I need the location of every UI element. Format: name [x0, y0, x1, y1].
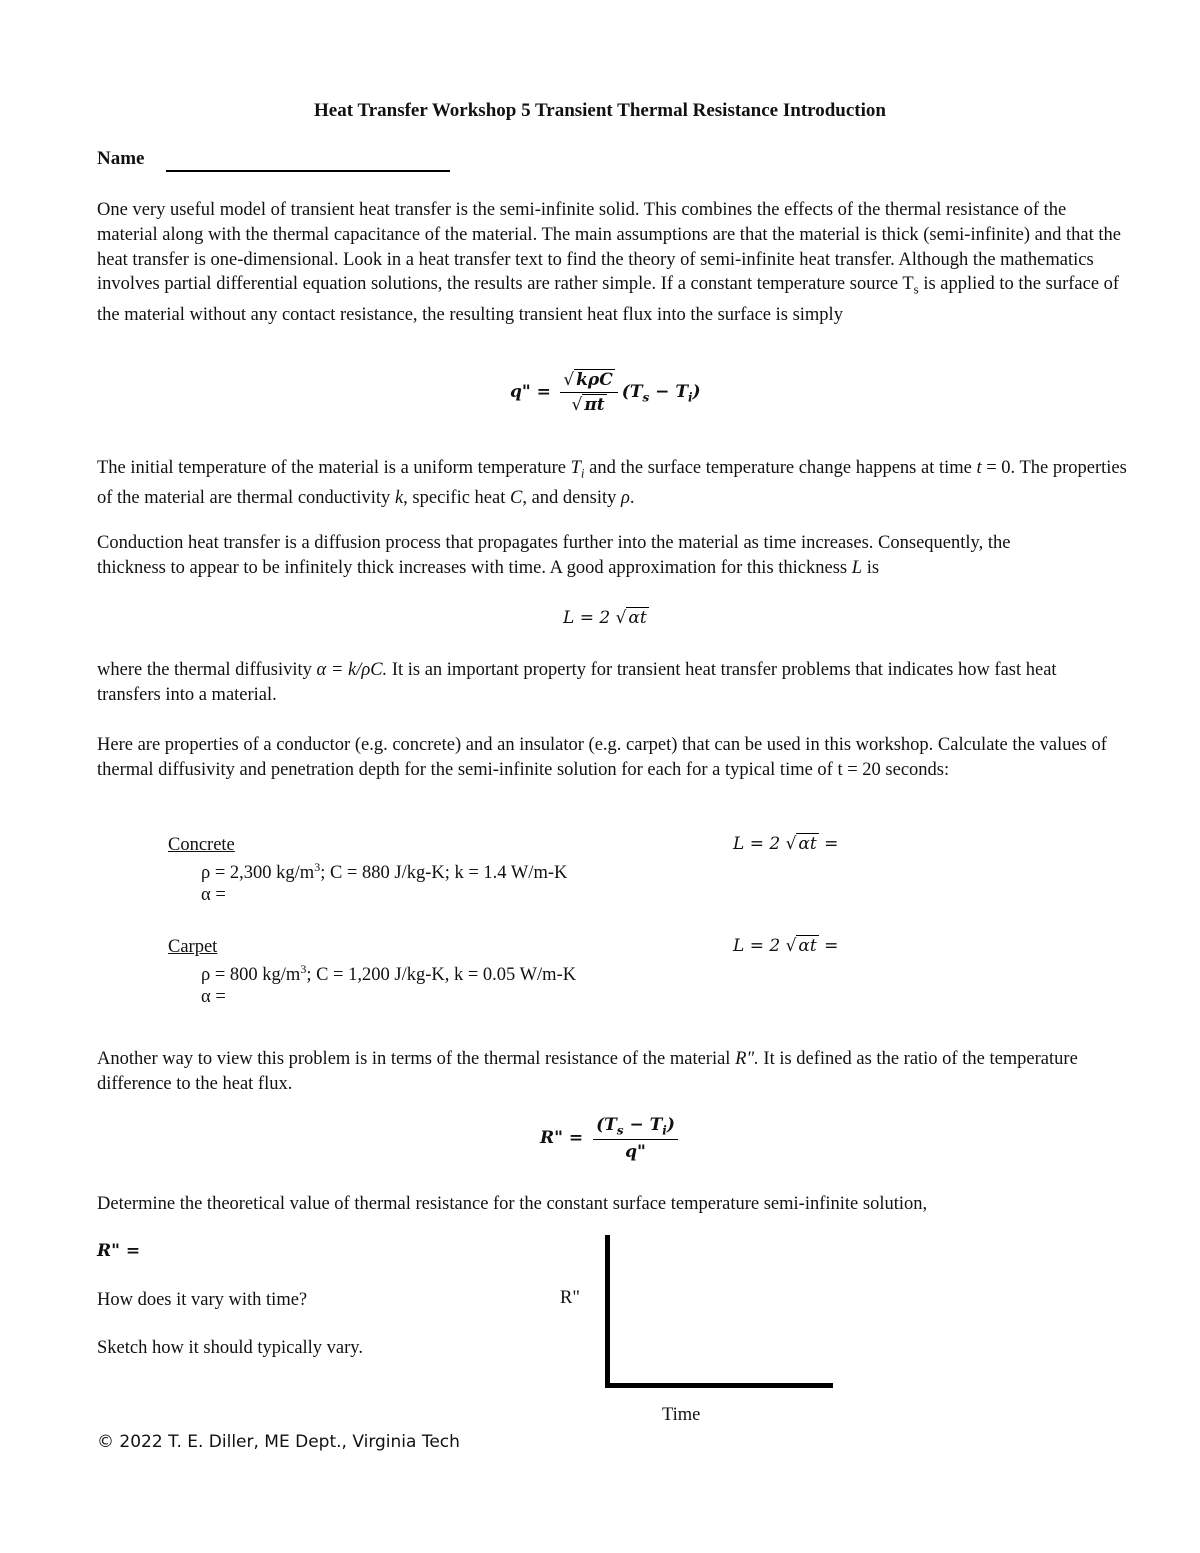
- heat-flux-equation: q" = $\frac{\text{√ kρC}}{√ \pi t}$ $(T_s - T_i)$: [510, 370, 701, 415]
- carpet-alpha-answer[interactable]: α =: [201, 987, 226, 1007]
- graph-x-label: Time: [662, 1405, 701, 1425]
- page-title: Heat Transfer Workshop 5 Transient Thermal Resistance Introduction: [314, 100, 886, 121]
- name-label: Name: [97, 148, 145, 169]
- copyright-footer: © 2022 T. E. Diller, ME Dept., Virginia Tech: [97, 1432, 460, 1452]
- initial-temperature-paragraph: The initial temperature of the material is a uniform temperature $T_i$ and the surface temperature change happens at time t = 0. The properties of the material are thermal conductivity k, specific heat C, and density ρ.: [97, 458, 1127, 509]
- carpet-L-answer[interactable]: L = 2 √ αt =: [733, 936, 839, 956]
- resistance-answer-field[interactable]: R" =: [97, 1241, 141, 1261]
- concrete-alpha-answer[interactable]: α =: [201, 885, 226, 905]
- thermal-resistance-equation: R" = $\frac{(T_s - T_i)}{q"}$: [540, 1115, 682, 1162]
- vary-question: How does it vary with time?: [97, 1290, 308, 1310]
- determine-paragraph: Determine the theoretical value of thermal resistance for the constant surface temperature semi-infinite solution,: [97, 1194, 928, 1214]
- carpet-heading: Carpet: [168, 937, 218, 957]
- conduction-paragraph: Conduction heat transfer is a diffusion process that propagates further into the material as time increases. Consequently, the thickness to appear to be infinitely thick increases with time. A good approximation for this thickness L is: [97, 533, 1011, 578]
- carpet-properties: ρ = 800 $kg/m^3$; C = 1,200 J/kg-K, k = 0.05 W/m-K: [201, 962, 577, 986]
- sketch-prompt: Sketch how it should typically vary.: [97, 1338, 363, 1358]
- diffusivity-paragraph: where the thermal diffusivity α = k/ρC. It is an important property for transient heat transfer problems that indicates how fast heat transfers into a material.: [97, 660, 1057, 705]
- penetration-depth-equation: L = 2 √ αt: [563, 608, 647, 628]
- concrete-heading: Concrete: [168, 835, 235, 855]
- sketch-area[interactable]: [605, 1235, 833, 1387]
- name-blank-line[interactable]: [166, 170, 450, 172]
- properties-intro-paragraph: Here are properties of a conductor (e.g. concrete) and an insulator (e.g. carpet) that can be used in this workshop. Calculate the values of thermal diffusivity and penetration depth for the semi-infinite solution for each for a typical time of t = 20 seconds:: [97, 735, 1107, 780]
- concrete-L-answer[interactable]: L = 2 √ αt =: [733, 834, 839, 854]
- intro-paragraph: One very useful model of transient heat transfer is the semi-infinite solid. This combines the effects of the thermal resistance of the material along with the thermal capacitance of the material. The main assumptions are that the material is thick (semi-infinite) and that the heat transfer is one-dimensional. Look in a heat transfer text to find the theory of semi-infinite heat transfer. Although the mathematics involves partial differential equation solutions, the results are rather simple. If a constant temperature source $T_s$ is applied to the surface of the material without any contact resistance, the resulting transient heat flux into the surface is simply: [97, 200, 1121, 325]
- graph-y-label: R": [560, 1288, 580, 1308]
- resistance-paragraph: Another way to view this problem is in terms of the thermal resistance of the material R". It is defined as the ratio of the temperature difference to the heat flux.: [97, 1049, 1078, 1094]
- concrete-properties: ρ = 2,300 $kg/m^3$; C = 880 J/kg-K; k = 1.4 W/m-K: [201, 860, 568, 884]
